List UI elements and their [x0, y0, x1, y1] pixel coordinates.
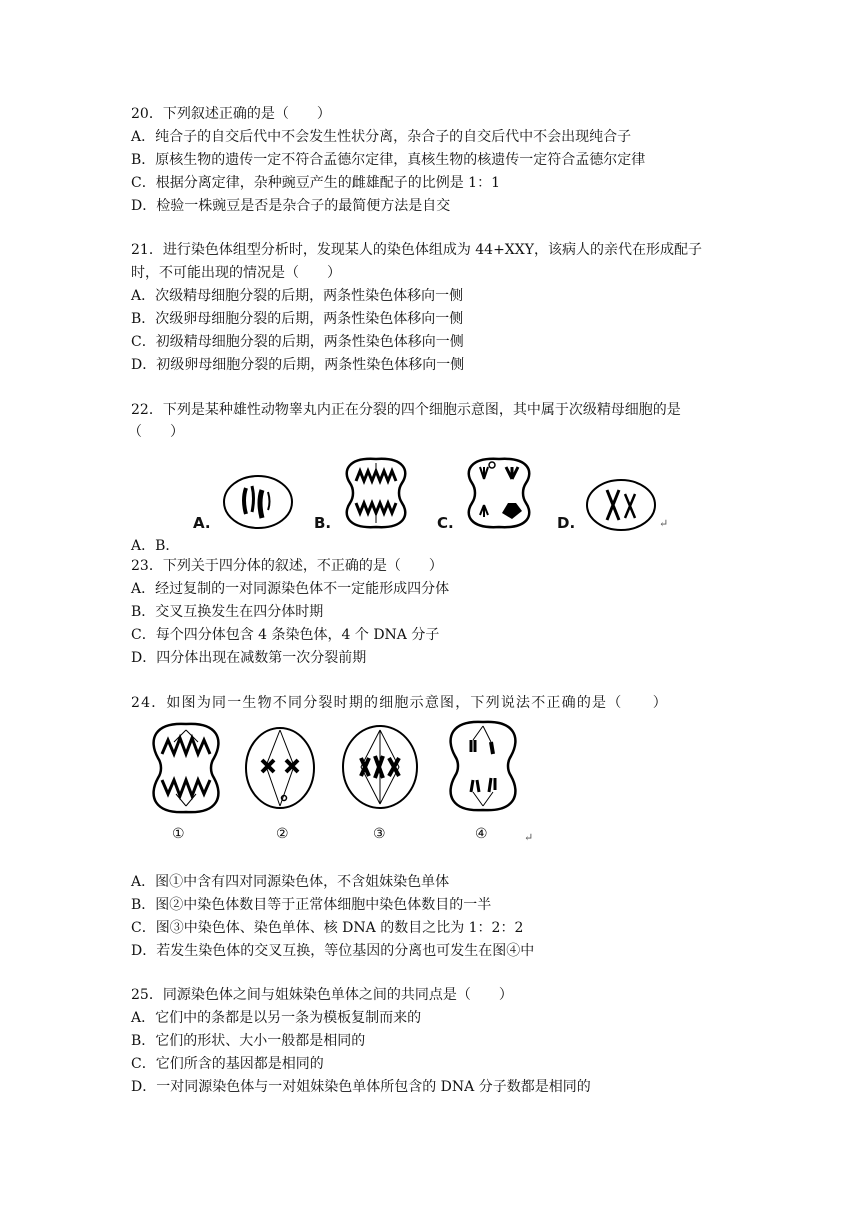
q22-label-c: C. — [437, 514, 454, 532]
q25-stem: 25．同源染色体之间与姐妹染色单体之间的共同点是（ ） — [131, 987, 513, 1003]
q24-option-d: D．若发生染色体的交叉互换，等位基因的分离也可发生在图④中 — [131, 943, 535, 959]
q23-option-d: D．四分体出现在减数第一次分裂前期 — [131, 650, 367, 666]
q21-option-b: B．次级卵母细胞分裂的后期，两条性染色体移向一侧 — [131, 311, 464, 327]
q24-label-3: ③ — [373, 826, 386, 842]
q20-stem: 20．下列叙述正确的是（ ） — [131, 106, 331, 122]
q24-cell-4-diagram — [443, 716, 523, 816]
q22-cell-d-diagram — [585, 478, 657, 532]
q22-label-a: A. — [193, 514, 211, 532]
q22-stem-line1: 22．下列是某种雄性动物睾丸内正在分裂的四个细胞示意图，其中属于次级精母细胞的是 — [131, 402, 681, 418]
q23-option-c: C．每个四分体包含 4 条染色体，4 个 DNA 分子 — [131, 627, 440, 643]
q25-option-c: C．它们所含的基因都是相同的 — [131, 1056, 324, 1072]
q24-option-b: B．图②中染色体数目等于正常体细胞中染色体数目的一半 — [131, 897, 492, 913]
q24-cell-3-diagram — [341, 724, 419, 810]
q21-stem-line2: 时，不可能出现的情况是（ ） — [131, 265, 341, 281]
q24-label-4: ④ — [475, 826, 488, 842]
q21-stem-line1: 21．进行染色体组型分析时，发现某人的染色体组成为 44+XXY，该病人的亲代在形成配子 — [131, 242, 702, 258]
q24-stem: 24．如图为同一生物不同分裂时期的细胞示意图，下列说法不正确的是（ ） — [131, 695, 669, 711]
q20-option-a: A．纯合子的自交后代中不会发生性状分离，杂合子的自交后代中不会出现纯合子 — [131, 129, 632, 145]
q24-label-1: ① — [172, 826, 185, 842]
q21-option-c: C．初级精母细胞分裂的后期，两条性染色体移向一侧 — [131, 334, 464, 350]
q25-option-d: D．一对同源染色体与一对姐妹染色单体所包含的 DNA 分子数都是相同的 — [131, 1079, 591, 1095]
q22-cell-b-diagram — [340, 453, 412, 533]
q24-cell-1-diagram — [146, 718, 226, 818]
q24-label-2: ② — [276, 826, 289, 842]
q24-option-c: C．图③中染色体、染色单体、核 DNA 的数目之比为 1：2：2 — [131, 920, 524, 936]
q22-label-d: D. — [557, 514, 576, 532]
q21-option-a: A．次级精母细胞分裂的后期，两条性染色体移向一侧 — [131, 288, 464, 304]
q25-option-a: A．它们中的条都是以另一条为模板复制而来的 — [131, 1010, 422, 1026]
q25-option-b: B．它们的形状、大小一般都是相同的 — [131, 1033, 366, 1049]
q20-option-b: B．原核生物的遗传一定不符合孟德尔定律，真核生物的核遗传一定符合孟德尔定律 — [131, 152, 646, 168]
q21-option-d: D．初级卵母细胞分裂的后期，两条性染色体移向一侧 — [131, 357, 465, 373]
q23-stem: 23．下列关于四分体的叙述，不正确的是（ ） — [131, 558, 443, 574]
q22-label-b: B. — [314, 514, 332, 532]
q24-option-a: A．图①中含有四对同源染色体，不含姐妹染色单体 — [131, 874, 450, 890]
q23-option-b: B．交叉互换发生在四分体时期 — [131, 604, 324, 620]
q22-answer-line: A．B． — [131, 538, 180, 554]
paragraph-return-mark: ↵ — [659, 517, 669, 530]
q22-cell-c-diagram — [462, 453, 536, 533]
q24-cell-2-diagram — [244, 726, 316, 810]
q20-option-c: C．根据分离定律，杂种豌豆产生的雌雄配子的比例是 1：1 — [131, 175, 500, 191]
q20-option-d: D．检验一株豌豆是否是杂合子的最简便方法是自交 — [131, 198, 451, 214]
q22-cell-a-diagram — [222, 474, 294, 530]
paragraph-return-mark: ↵ — [524, 831, 534, 844]
q22-stem-line2: （ ） — [128, 424, 184, 440]
q23-option-a: A．经过复制的一对同源染色体不一定能形成四分体 — [131, 581, 450, 597]
